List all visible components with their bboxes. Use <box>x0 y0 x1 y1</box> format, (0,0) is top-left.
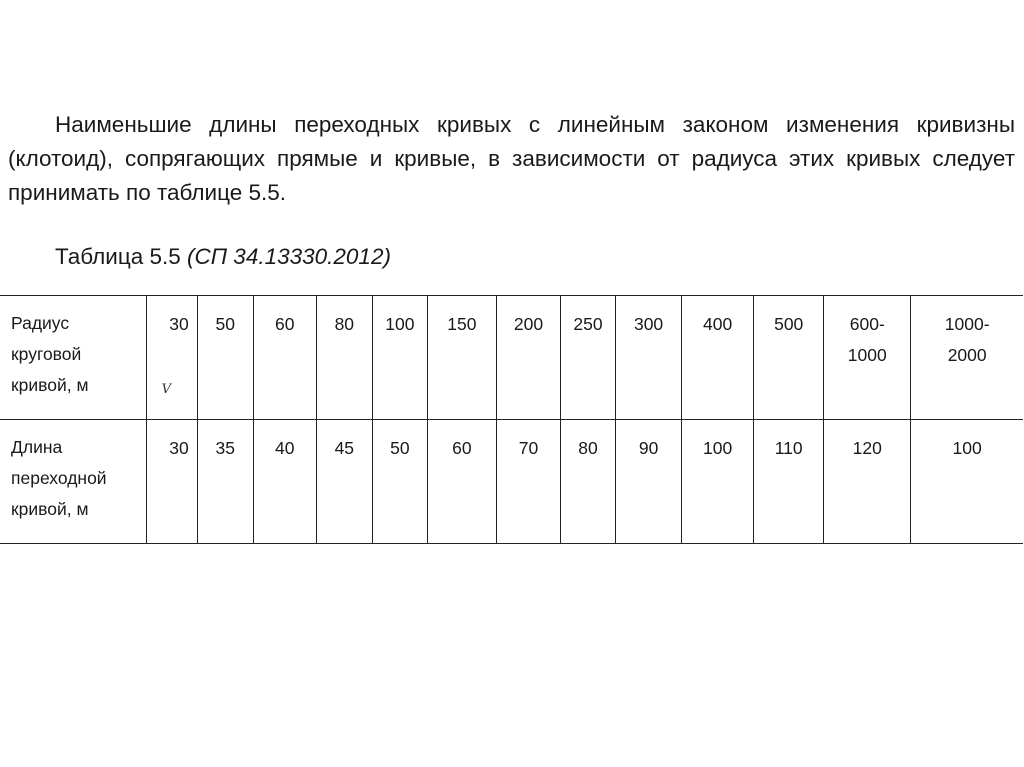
table-cell <box>616 296 682 420</box>
cell-value: 300 <box>633 314 664 334</box>
body-paragraph: Наименьшие длины переходных кривых с линейным законом изменения кривизны (клотоид), сопрягающих прямые и кривые, в зависимости от радиуса этих кривых следует принимать по таблице 5.5. <box>8 112 1015 205</box>
row-header-line: кривой, м <box>11 499 89 519</box>
table-cell <box>253 420 316 544</box>
row-header-line: Длина <box>11 437 63 457</box>
cell-value: 50 <box>390 438 410 458</box>
table-cell <box>427 296 496 420</box>
table-cell <box>754 420 824 544</box>
table-cell <box>316 420 372 544</box>
cell-value: 30 <box>169 438 189 458</box>
table-caption-reference: (СП 34.13330.2012) <box>187 244 391 269</box>
cell-value: 110 <box>774 438 803 458</box>
table-cell <box>496 420 560 544</box>
cell-value: 30 <box>169 314 189 334</box>
row-header-radius <box>0 296 146 420</box>
table-cell <box>561 420 616 544</box>
cell-value: 100 <box>385 314 415 334</box>
table-cell <box>682 420 754 544</box>
table-cell <box>146 420 197 544</box>
transition-curves-table <box>0 295 1023 544</box>
table-cell <box>253 296 316 420</box>
table-cell <box>496 296 560 420</box>
row-header-line: переходной <box>11 468 107 488</box>
cell-value: 600- <box>849 314 885 334</box>
table-caption-label: Таблица 5.5 <box>55 244 188 269</box>
cell-value: 1000- <box>944 314 990 334</box>
table-row-length <box>0 420 1023 544</box>
table-row-radius <box>0 296 1023 420</box>
cell-value: 35 <box>215 438 235 458</box>
row-header-line: круговой <box>11 344 82 364</box>
table-cell <box>824 296 911 420</box>
row-header-line: Радиус <box>11 313 70 333</box>
table-cell <box>197 296 253 420</box>
cell-value: 2000 <box>947 345 987 365</box>
table-cell <box>316 296 372 420</box>
row-header-line: кривой, м <box>11 375 89 395</box>
table-cell <box>682 296 754 420</box>
cell-value: 60 <box>275 314 295 334</box>
cell-value: 60 <box>452 438 472 458</box>
cell-value: 250 <box>573 314 603 334</box>
table-caption <box>55 244 391 270</box>
handwritten-mark: V <box>161 382 172 397</box>
cell-value: 100 <box>952 438 982 458</box>
cell-value: 200 <box>513 314 544 334</box>
cell-value: 120 <box>852 438 882 458</box>
table-cell <box>911 420 1023 544</box>
cell-value: 1000 <box>847 345 887 365</box>
table-cell <box>427 420 496 544</box>
table-cell <box>561 296 616 420</box>
cell-value: 45 <box>334 438 355 458</box>
table-cell <box>372 296 427 420</box>
table-cell <box>372 420 427 544</box>
row-header-length <box>0 420 146 544</box>
cell-value: 150 <box>447 314 477 334</box>
cell-value: 80 <box>578 438 598 458</box>
cell-value: 500 <box>774 314 804 334</box>
cell-value: 400 <box>703 314 733 334</box>
table-cell <box>616 420 682 544</box>
table-cell <box>911 296 1023 420</box>
cell-value: 90 <box>638 438 659 458</box>
cell-value: 40 <box>275 438 295 458</box>
cell-value: 70 <box>518 438 539 458</box>
cell-value: 80 <box>334 314 355 334</box>
cell-value: 100 <box>703 438 733 458</box>
table-cell <box>754 296 824 420</box>
cell-value: 50 <box>215 314 235 334</box>
table-cell <box>146 296 197 420</box>
table-cell <box>824 420 911 544</box>
table-cell <box>197 420 253 544</box>
